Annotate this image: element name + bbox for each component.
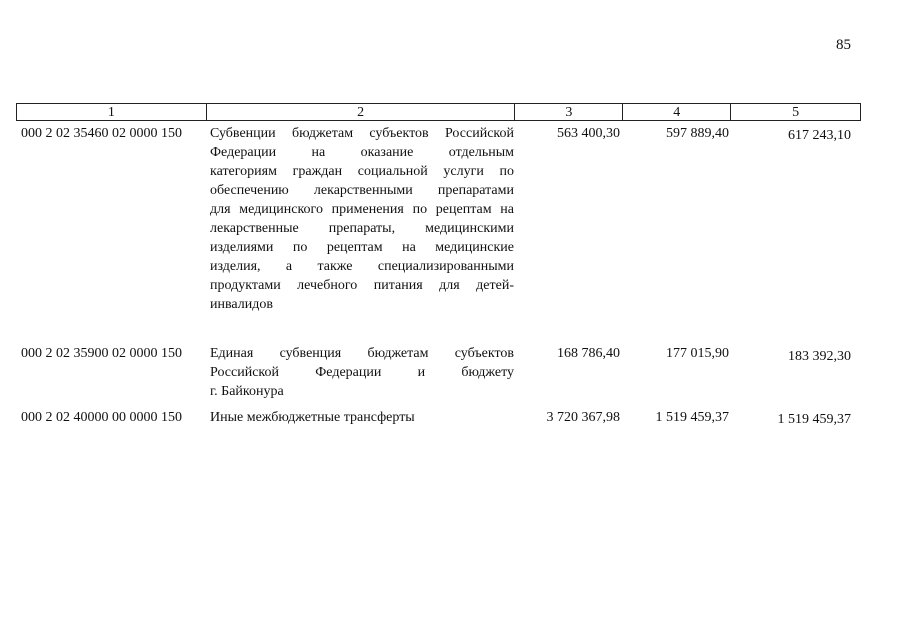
budget-code: 000 2 02 40000 00 0000 150 <box>21 410 182 425</box>
column-header-4: 4 <box>623 104 731 120</box>
description-line: продуктами лечебного питания для детей- <box>210 278 514 293</box>
description-line: обеспечению лекарственными препаратами <box>210 183 514 198</box>
amount-col4: 597 889,40 <box>666 126 729 141</box>
amount-col5: 1 519 459,37 <box>777 412 851 427</box>
table-header <box>16 103 861 121</box>
description-line: лекарственные препараты, медицинскими <box>210 221 514 236</box>
description-line: Единая субвенция бюджетам субъектов <box>210 346 514 361</box>
amount-col3: 168 786,40 <box>557 346 620 361</box>
description-line: Российской Федерации и бюджету <box>210 365 514 380</box>
description-line: Федерации на оказание отдельным <box>210 145 514 160</box>
row-description <box>210 344 514 401</box>
amount-col5: 183 392,30 <box>788 349 851 364</box>
amount-col3: 3 720 367,98 <box>546 410 620 425</box>
amount-col5: 617 243,10 <box>788 128 851 143</box>
amount-col3: 563 400,30 <box>557 126 620 141</box>
budget-code: 000 2 02 35460 02 0000 150 <box>21 126 182 141</box>
description-line: изделия, а также специализированными <box>210 259 514 274</box>
row-description <box>210 124 514 314</box>
column-header-5: 5 <box>731 104 861 120</box>
row-description <box>210 408 514 427</box>
description-line: Субвенции бюджетам субъектов Российской <box>210 126 514 141</box>
description-line: изделиями по рецептам на медицинские <box>210 240 514 255</box>
description-line: категориям граждан социальной услуги по <box>210 164 514 179</box>
description-line: г. Байконура <box>210 384 284 399</box>
description-line: инвалидов <box>210 297 273 312</box>
column-header-1: 1 <box>17 104 207 120</box>
column-header-3: 3 <box>515 104 623 120</box>
description-line: для медицинского применения по рецептам на <box>210 202 514 217</box>
amount-col4: 177 015,90 <box>666 346 729 361</box>
page-number: 85 <box>836 37 851 53</box>
description-line: Иные межбюджетные трансферты <box>210 410 415 425</box>
column-header-2: 2 <box>207 104 516 120</box>
amount-col4: 1 519 459,37 <box>655 410 729 425</box>
budget-code: 000 2 02 35900 02 0000 150 <box>21 346 182 361</box>
